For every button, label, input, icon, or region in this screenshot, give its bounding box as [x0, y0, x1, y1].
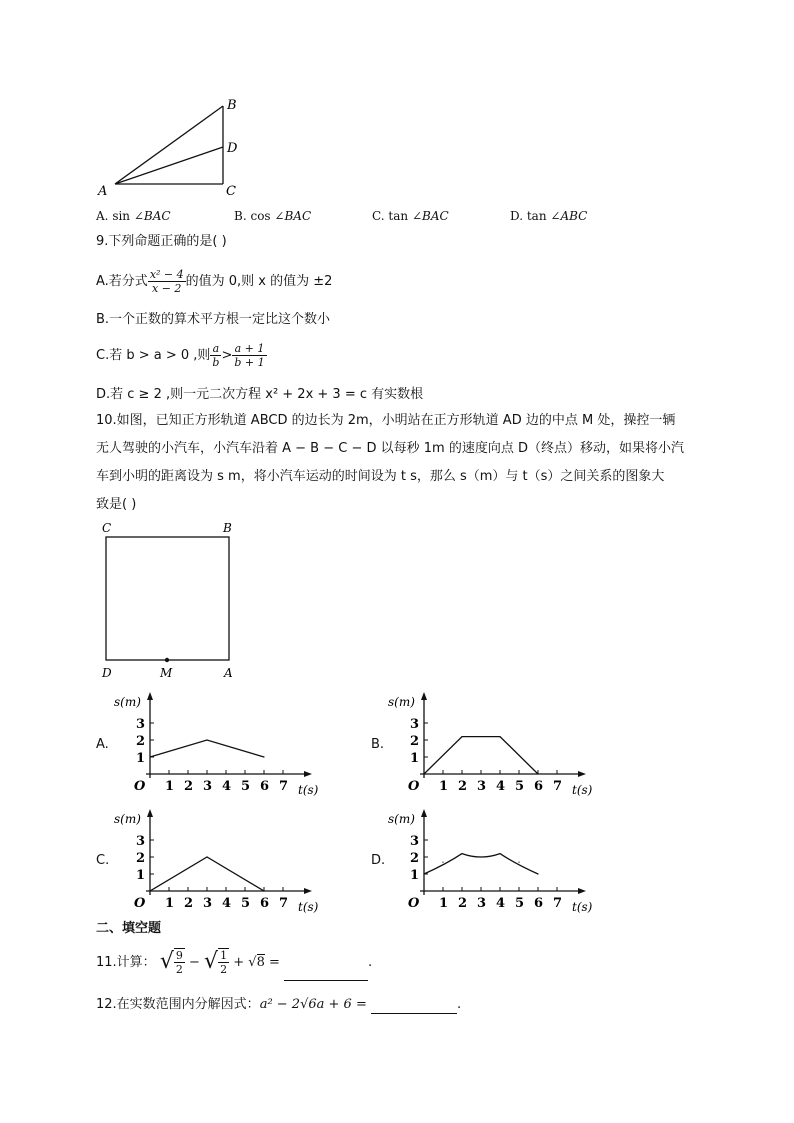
x-tick-label: 2 — [458, 896, 468, 911]
origin-label: O — [408, 779, 420, 794]
origin-label: O — [134, 896, 146, 911]
q8-option-c: C. tan ∠BAC — [372, 209, 449, 223]
q11-answer-blank[interactable] — [284, 966, 368, 981]
vertex-label-d: D — [227, 141, 238, 156]
q9-option-c: C.若 b > a > 0 ,则 $\frac{a}{b}$ > $\frac{a + 1}{b + 1}$ — [96, 342, 265, 369]
graph-option-d — [382, 805, 622, 925]
triangle-figure — [90, 95, 260, 200]
q8-option-d: D. tan ∠ABC — [510, 209, 588, 223]
x-tick-label: 4 — [222, 779, 232, 794]
y-axis-arrow — [147, 692, 153, 700]
y-tick-label: 2 — [410, 734, 420, 749]
graph-option-d-label: D. — [371, 853, 386, 868]
graph-option-c — [108, 805, 348, 925]
vertex-label-c: C — [226, 184, 236, 199]
data-point — [149, 890, 150, 891]
x-tick-label: 5 — [241, 779, 251, 794]
vertex-label-a: A — [98, 184, 108, 199]
data-point — [423, 873, 424, 874]
y-tick-label: 3 — [410, 717, 420, 732]
data-point — [442, 862, 443, 863]
q10-line-1: 10.如图，已知正方形轨道 ABCD 的边长为 2m，小明站在正方形轨道 AD 边的中点 M 处，操控一辆 — [96, 413, 676, 428]
x-axis-arrow — [304, 771, 312, 777]
graph-option-b — [382, 688, 622, 808]
y-tick-label: 1 — [136, 868, 146, 883]
x-tick-label: 3 — [203, 896, 213, 911]
data-point — [423, 773, 424, 774]
x-axis-label: t(s) — [298, 783, 319, 797]
x-tick-label: 3 — [477, 779, 487, 794]
x-tick-label: 2 — [458, 779, 468, 794]
x-tick-label: 5 — [241, 896, 251, 911]
graph-option-c-label: C. — [96, 853, 110, 868]
x-tick-label: 1 — [439, 779, 449, 794]
x-axis-label: t(s) — [298, 900, 319, 914]
data-point — [480, 856, 481, 857]
x-tick-label: 1 — [165, 896, 175, 911]
q9-option-d: D.若 c ≥ 2 ,则一元二次方程 x² + 2x + 3 = c 有实数根 — [96, 387, 424, 402]
q12: 12.在实数范围内分解因式：a² − 2√6a + 6 = . — [96, 997, 462, 1012]
x-tick-label: 7 — [279, 779, 289, 794]
data-point — [518, 862, 519, 863]
point-label-m: M — [160, 666, 173, 680]
y-tick-label: 1 — [136, 751, 146, 766]
data-point — [461, 853, 462, 854]
series-line — [424, 737, 538, 774]
x-tick-label: 4 — [222, 896, 232, 911]
y-axis-label: s(m) — [114, 695, 141, 709]
x-tick-label: 6 — [260, 896, 270, 911]
q8-option-b: B. cos ∠BAC — [234, 209, 312, 223]
corner-label-a: A — [224, 666, 233, 680]
q10-line-3: 车到小明的距离设为 s m，将小汽车运动的时间设为 t s，那么 s（m）与 t（s）之间关系的图象大 — [96, 469, 665, 484]
y-axis-label: s(m) — [114, 812, 141, 826]
corner-label-c: C — [102, 521, 112, 535]
q11: 11.计算： √ $\frac{9}{2}$ − √ $\frac{1}{2}$ + √8 = . — [96, 944, 372, 981]
data-point — [263, 890, 264, 891]
y-axis-arrow — [147, 809, 153, 817]
x-tick-label: 1 — [165, 779, 175, 794]
data-point — [149, 756, 150, 757]
q8-option-a: A. sin ∠BAC — [96, 209, 171, 223]
q10-line-4: 致是( ) — [96, 497, 137, 512]
x-tick-label: 4 — [496, 896, 506, 911]
y-tick-label: 3 — [136, 834, 146, 849]
origin-label: O — [408, 896, 420, 911]
x-axis-label: t(s) — [572, 900, 593, 914]
x-tick-label: 7 — [553, 896, 563, 911]
square-track-figure — [96, 518, 246, 683]
graph-option-a-label: A. — [96, 737, 109, 752]
x-tick-label: 2 — [184, 779, 194, 794]
q9-option-a: A.若分式 $\frac{\text{x² − 4}}{x - 2}$ 的值为 0,则 x 的值为 ±2 — [96, 268, 333, 295]
data-point — [263, 756, 264, 757]
point-m-marker — [165, 658, 169, 662]
data-point — [499, 853, 500, 854]
y-tick-label: 2 — [410, 851, 420, 866]
graph-option-b-label: B. — [371, 737, 385, 752]
data-point — [206, 739, 207, 740]
x-tick-label: 3 — [477, 896, 487, 911]
graph-option-a — [108, 688, 348, 808]
x-axis-arrow — [578, 888, 586, 894]
series-line — [150, 857, 264, 891]
data-point — [537, 873, 538, 874]
origin-label: O — [134, 779, 146, 794]
vertex-label-b: B — [227, 98, 237, 113]
corner-label-b: B — [223, 521, 232, 535]
y-tick-label: 1 — [410, 868, 420, 883]
x-axis-label: t(s) — [572, 783, 593, 797]
section-title: 二、填空题 — [96, 921, 162, 936]
y-tick-label: 3 — [410, 834, 420, 849]
x-tick-label: 6 — [534, 896, 544, 911]
x-tick-label: 6 — [260, 779, 270, 794]
x-tick-label: 5 — [515, 779, 525, 794]
x-tick-label: 6 — [534, 779, 544, 794]
x-tick-label: 7 — [553, 779, 563, 794]
x-tick-label: 7 — [279, 896, 289, 911]
x-tick-label: 2 — [184, 896, 194, 911]
q12-answer-blank[interactable] — [371, 999, 457, 1014]
x-tick-label: 5 — [515, 896, 525, 911]
data-point — [461, 736, 462, 737]
data-point — [206, 856, 207, 857]
y-axis-label: s(m) — [388, 812, 415, 826]
y-axis-arrow — [421, 809, 427, 817]
y-tick-label: 1 — [410, 751, 420, 766]
series-line — [150, 740, 264, 757]
y-axis-arrow — [421, 692, 427, 700]
q10-line-2: 无人驾驶的小汽车，小汽车沿着 A − B − C − D 以每秒 1m 的速度向点 D（终点）移动，如果将小汽 — [96, 441, 684, 456]
x-tick-label: 3 — [203, 779, 213, 794]
y-axis-label: s(m) — [388, 695, 415, 709]
x-tick-label: 1 — [439, 896, 449, 911]
q9-option-b: B.一个正数的算术平方根一定比这个数小 — [96, 312, 331, 327]
y-tick-label: 2 — [136, 734, 146, 749]
data-point — [537, 773, 538, 774]
y-tick-label: 3 — [136, 717, 146, 732]
x-axis-arrow — [578, 771, 586, 777]
x-axis-arrow — [304, 888, 312, 894]
y-tick-label: 2 — [136, 851, 146, 866]
corner-label-d: D — [102, 666, 112, 680]
q9-stem: 9.下列命题正确的是( ) — [96, 234, 227, 249]
x-tick-label: 4 — [496, 779, 506, 794]
data-point — [499, 736, 500, 737]
